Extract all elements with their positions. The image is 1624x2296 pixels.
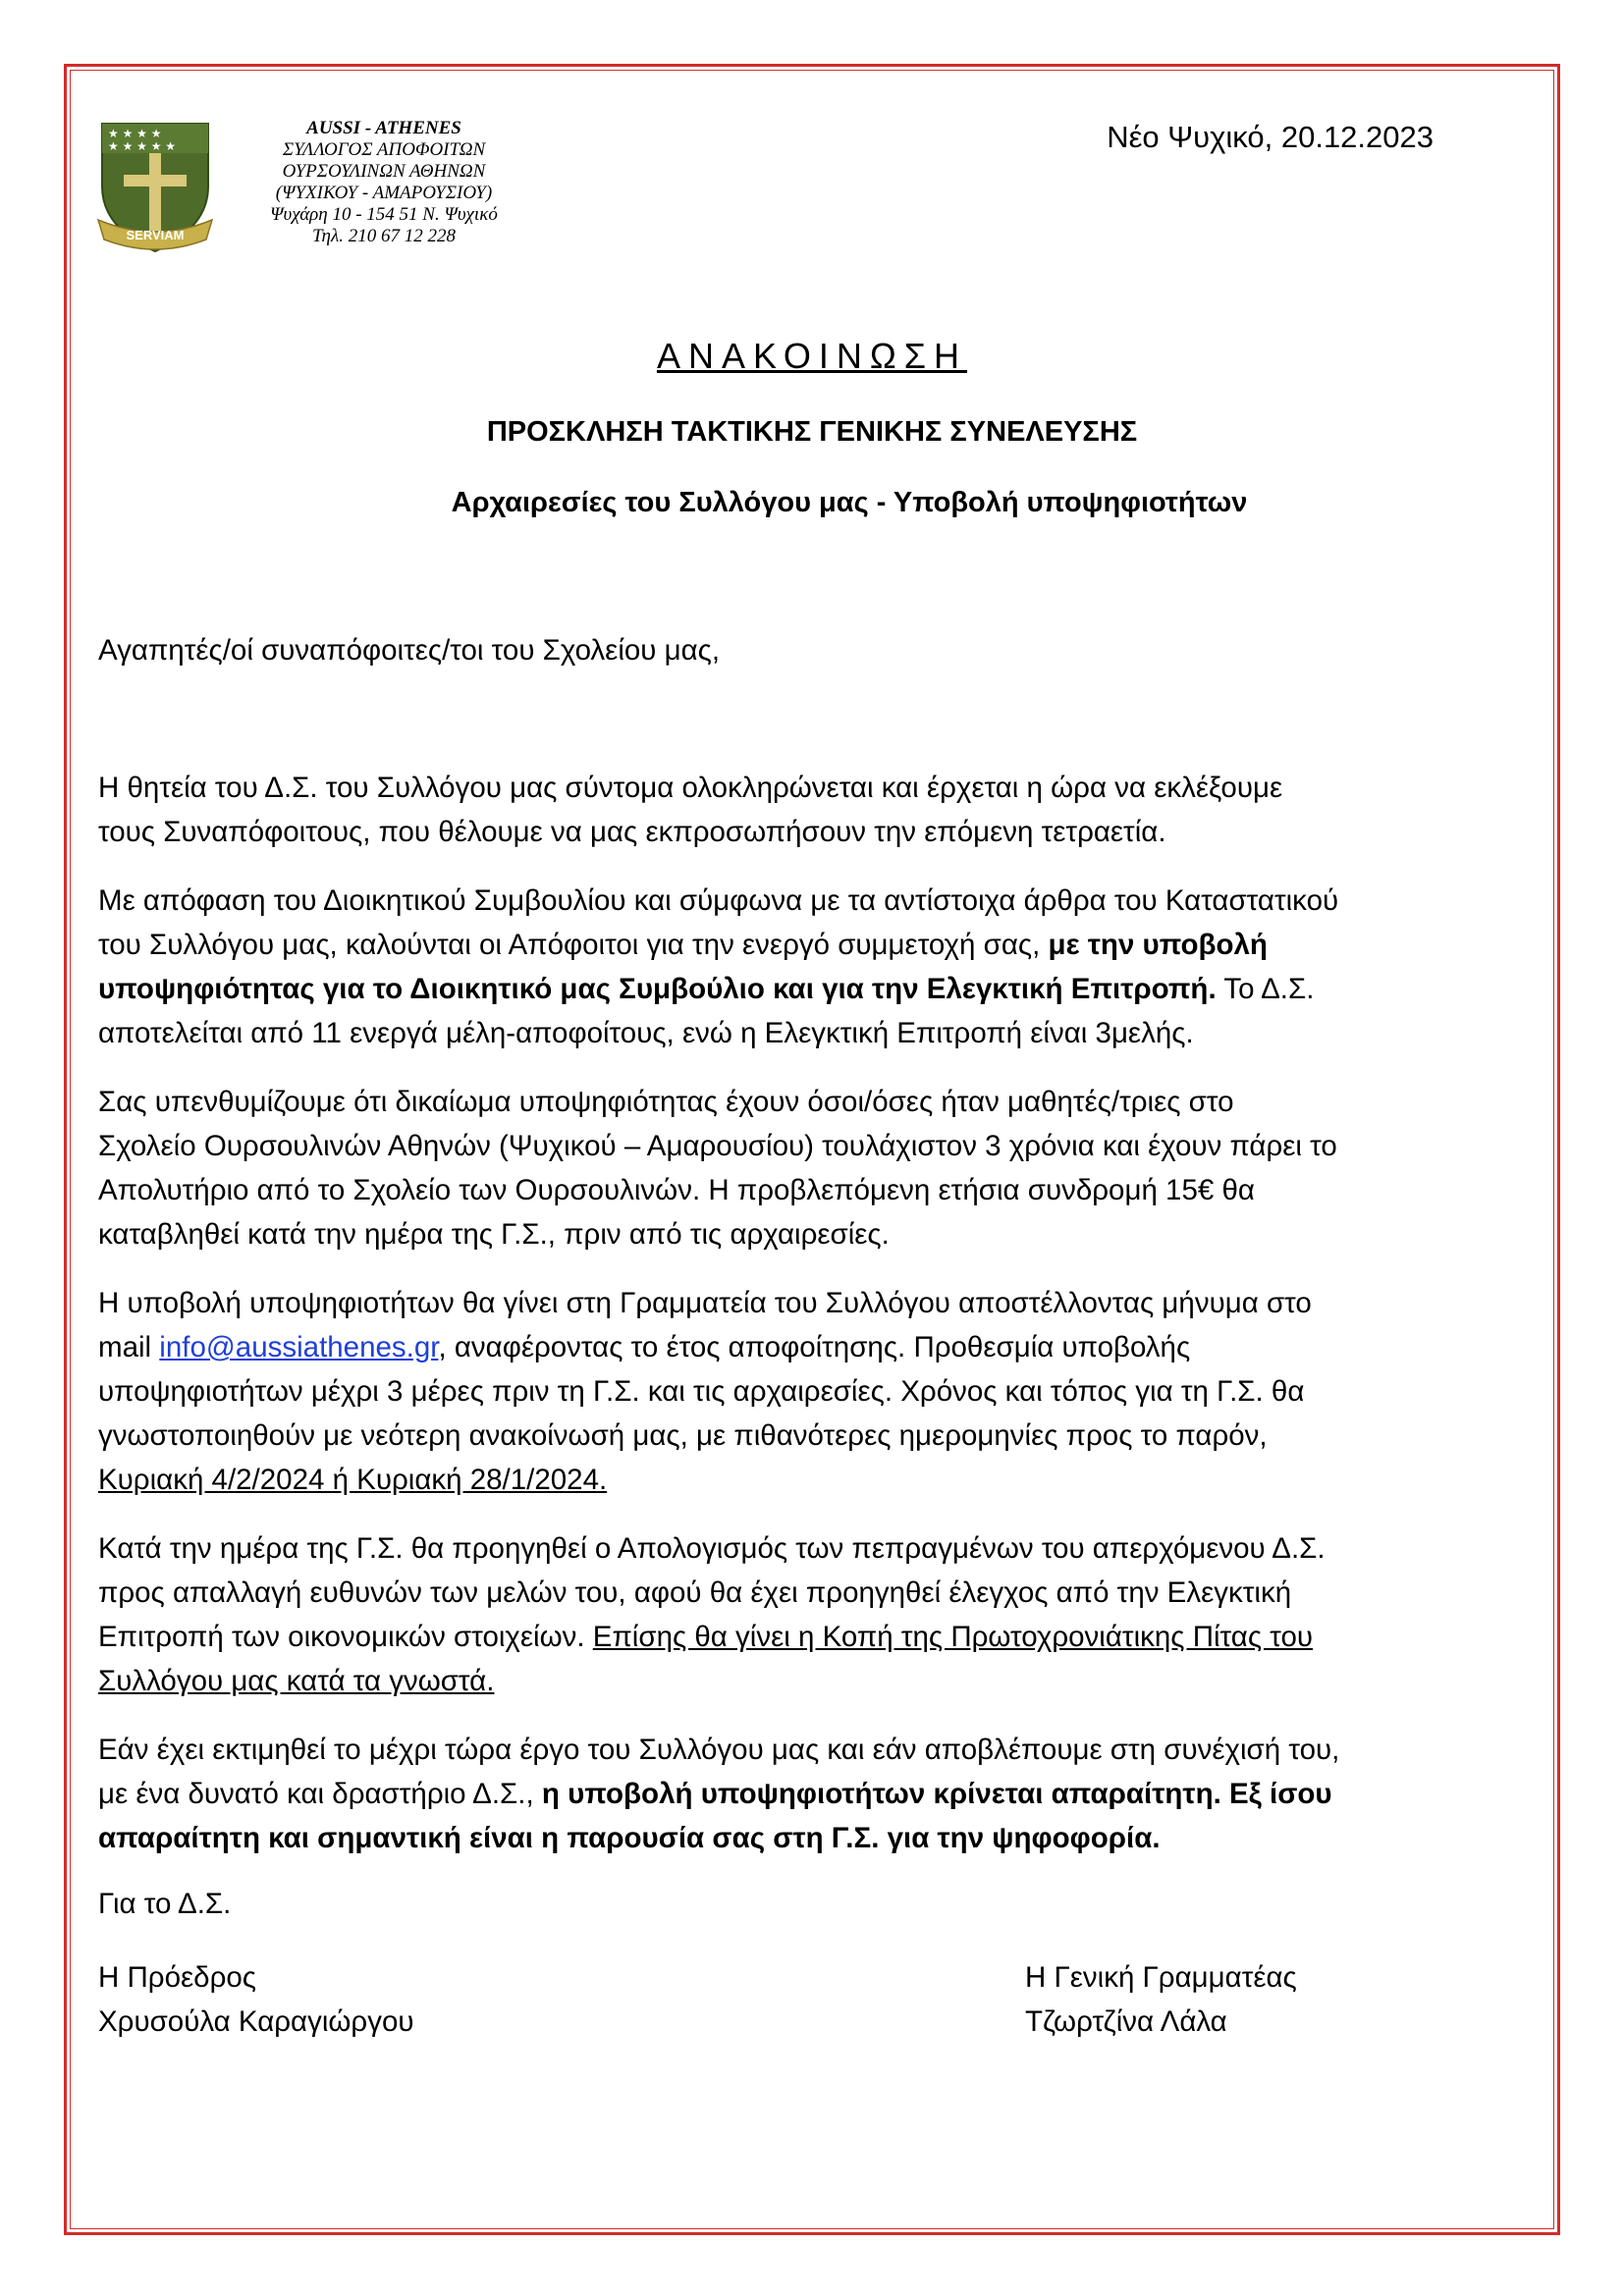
announcement-title (0, 336, 1624, 377)
org-title: AUSSI - ATHENES (306, 118, 461, 138)
text-span: με ένα δυνατό και δραστήριο Δ.Σ., (98, 1778, 542, 1810)
text-line: Σας υπενθυμίζουμε ότι δικαίωμα υποψηφιότητας έχουν όσοι/όσες ήταν μαθητές/τριες στο (98, 1086, 1234, 1118)
text-line: Απολυτήριο από το Σχολείο των Ουρσουλινών. Η προβλεπόμενη ετήσια συνδρομή 15€ θα (98, 1174, 1255, 1206)
invitation-heading: ΠΡΟΣΚΛΗΣΗ ΤΑΚΤΙΚΗΣ ΓΕΝΙΚΗΣ ΣΥΝΕΛΕΥΣΗΣ (486, 416, 1138, 448)
text-line: Η υποβολή υποψηφιοτήτων θα γίνει στη Γραμματεία του Συλλόγου αποστέλλοντας μήνυμα στο (98, 1287, 1312, 1319)
text-span: Επιτροπή των οικονομικών στοιχείων. (98, 1621, 593, 1653)
organization-header (242, 118, 526, 247)
underlined-text: Συλλόγου μας κατά τα γνωστά. (98, 1665, 495, 1697)
signature-name: Τζωρτζίνα Λάλα (1025, 2005, 1227, 2038)
signature-president (98, 1955, 414, 2044)
email-link[interactable]: info@aussiathenes.gr (159, 1331, 439, 1363)
underlined-text: Επίσης θα γίνει η Κοπή της Πρωτοχρονιάτικης Πίτας του (592, 1621, 1314, 1653)
text-span: mail (98, 1331, 160, 1363)
greeting: Αγαπητές/οί συναπόφοιτες/τοι του Σχολείου μας, (98, 634, 721, 667)
paragraph-candidacy (98, 879, 1532, 1055)
text-line: υποψηφιοτήτων μέχρι 3 μέρες πριν τη Γ.Σ. και τις αρχαιρεσίες. Χρόνος και τόπος για τη Γ.Σ. θα (98, 1375, 1305, 1408)
signature-role: Η Πρόεδρος (98, 1961, 256, 1994)
org-line: (ΨΥΧΙΚΟΥ - ΑΜΑΡΟΥΣΙΟΥ) (275, 183, 493, 203)
org-line: ΣΥΛΛΟΓΟΣ ΑΠΟΦΟΙΤΩΝ (282, 139, 486, 160)
text-line (98, 1659, 1532, 1703)
logo-motto: SERVIAM (126, 228, 185, 242)
text-span: , αναφέροντας το έτος αποφοίτησης. Προθεσμία υποβολής (438, 1331, 1191, 1363)
bold-text: υποψηφιότητας για το Διοικητικό μας Συμβούλιο και για την Ελεγκτική Επιτροπή. (98, 973, 1217, 1005)
bold-text: απαραίτητη και σημαντική είναι η παρουσία σας στη Γ.Σ. για την ψηφοφορία. (98, 1822, 1161, 1854)
text-line (98, 1772, 1532, 1816)
text-line: γνωστοποιηθούν με νεότερη ανακοίνωσή μας, με πιθανότερες ημερομηνίες προς το παρόν, (98, 1419, 1268, 1452)
paragraph-eligibility (98, 1080, 1532, 1256)
org-line: ΟΥΡΣΟΥΛΙΝΩΝ ΑΘΗΝΩΝ (282, 161, 486, 182)
signature-role: Η Γενική Γραμματέας (1025, 1961, 1297, 1994)
document-date: Νέο Ψυχικό, 20.12.2023 (1107, 120, 1434, 154)
paragraph-appeal (98, 1728, 1532, 1860)
text-line (98, 1325, 1532, 1369)
text-line: Κατά την ημέρα της Γ.Σ. θα προηγηθεί ο Απολογισμός των πεπραγμένων του απερχόμενου Δ.Σ. (98, 1532, 1326, 1565)
text-line: προς απαλλαγή ευθυνών των μελών του, αφού θα έχει προηγηθεί έλεγχος από την Ελεγκτική (98, 1576, 1292, 1609)
org-phone: Τηλ. 210 67 12 228 (312, 226, 456, 246)
text-span: του Συλλόγου μας, καλούνται οι Απόφοιτοι για την ενεργό συμμετοχή σας, (98, 929, 1049, 961)
text-line: Εάν έχει εκτιμηθεί το μέχρι τώρα έργο του Συλλόγου μας και εάν αποβλέπουμε στη συνέχισή του, (98, 1734, 1340, 1766)
text-line: τους Συναπόφοιτους, που θέλουμε να μας εκπροσωπήσουν την επόμενη τετραετία. (98, 816, 1166, 848)
text-line (98, 923, 1532, 967)
bold-text: η υποβολή υποψηφιοτήτων κρίνεται απαραίτητη. Εξ ίσου (541, 1778, 1332, 1810)
text-line: Σχολείο Ουρσουλινών Αθηνών (Ψυχικού – Αμαρουσίου) τουλάχιστον 3 χρόνια και έχουν πάρει το (98, 1130, 1337, 1162)
text-line: Η θητεία του Δ.Σ. του Συλλόγου μας σύντομα ολοκληρώνεται και έρχεται η ώρα να εκλέξουμε (98, 772, 1283, 804)
org-address: Ψυχάρη 10 - 154 51 Ν. Ψυχικό (270, 204, 498, 225)
svg-text:★ ★ ★ ★ ★: ★ ★ ★ ★ ★ (108, 139, 177, 153)
candidate-dates: Κυριακή 4/2/2024 ή Κυριακή 28/1/2024. (98, 1464, 608, 1496)
text-line: καταβληθεί κατά την ημέρα της Γ.Σ., πριν από τις αρχαιρεσίες. (98, 1218, 890, 1251)
paragraph-term (98, 766, 1532, 854)
closing-line: Για το Δ.Σ. (98, 1888, 232, 1920)
text-span: Το Δ.Σ. (1216, 973, 1315, 1005)
text-line (98, 1816, 1532, 1860)
cross-icon (149, 153, 161, 234)
paragraph-report (98, 1526, 1532, 1703)
elections-subheading: Αρχαιρεσίες του Συλλόγου μας - Υποβολή υποψηφιοτήτων (451, 487, 1248, 518)
text-line (98, 1458, 1532, 1502)
signature-secretary (1025, 1955, 1297, 2044)
text-line (98, 1615, 1532, 1659)
paragraph-submission (98, 1281, 1532, 1502)
bold-text: με την υποβολή (1048, 929, 1268, 961)
text-line: αποτελείται από 11 ενεργά μέλη-αποφοίτους, ενώ η Ελεγκτική Επιτροπή είναι 3μελής. (98, 1017, 1194, 1049)
svg-text:★ ★ ★ ★: ★ ★ ★ ★ (108, 127, 162, 140)
text-line (98, 967, 1532, 1011)
text-line: Με απόφαση του Διοικητικού Συμβουλίου και σύμφωνα με τα αντίστοιχα άρθρα του Καταστατικού (98, 884, 1339, 917)
signature-name: Χρυσούλα Καραγιώργου (98, 2005, 414, 2038)
announcement-title-text: ΑΝΑΚΟΙΝΩΣΗ (656, 336, 968, 376)
association-crest-logo (94, 118, 216, 255)
